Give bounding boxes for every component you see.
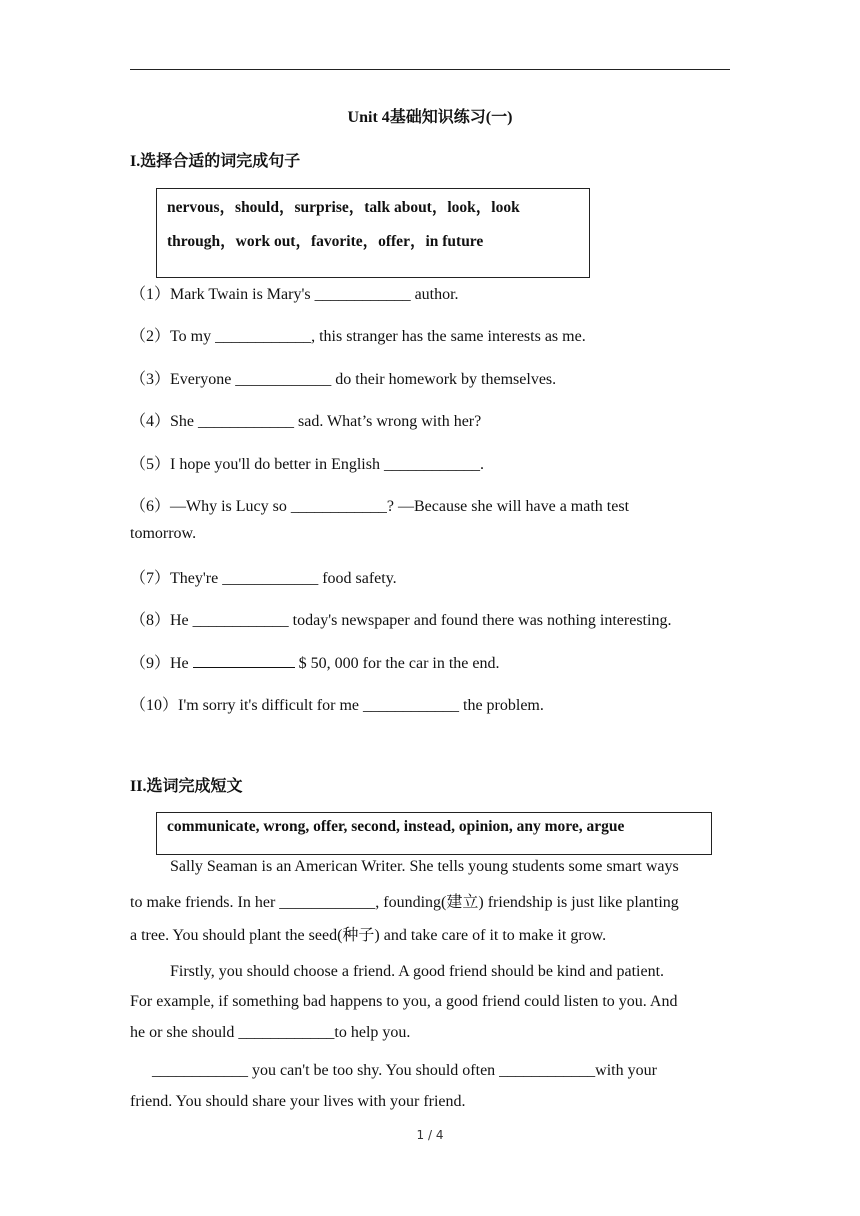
- section-2-heading: II.选词完成短文: [130, 778, 243, 795]
- question-9: [130, 650, 500, 673]
- passage-line-1: Sally Seaman is an American Writer. She tells young students some smart ways: [170, 858, 679, 875]
- question-2: （2）To my ____________, this stranger has the same interests as me.: [130, 328, 586, 345]
- question-3: （3）Everyone ____________ do their homework by themselves.: [130, 371, 557, 388]
- question-4: （4）She ____________ sad. What’s wrong with her?: [130, 413, 482, 430]
- question-8: （8）He ____________ today's newspaper and found there was nothing interesting.: [130, 612, 672, 629]
- word-bank-line-2: through，work out，favorite，offer，in future: [167, 233, 484, 250]
- passage-line-6: he or she should ____________to help you.: [130, 1024, 411, 1041]
- question-6: （6）—Why is Lucy so ____________? —Because she will have a math test: [130, 498, 630, 515]
- answer-blank: [193, 652, 295, 668]
- section-1-heading: I.选择合适的词完成句子: [130, 153, 301, 170]
- word-bank-2-text: communicate, wrong, offer, second, instead, opinion, any more, argue: [167, 818, 625, 835]
- question-9-after: $ 50, 000 for the car in the end.: [294, 655, 500, 672]
- question-1: （1）Mark Twain is Mary's ____________ author.: [130, 286, 459, 303]
- passage-line-5: For example, if something bad happens to you, a good friend could listen to you. And: [130, 993, 678, 1010]
- header-rule: [130, 69, 730, 70]
- passage-line-4: Firstly, you should choose a friend. A good friend should be kind and patient.: [170, 963, 665, 980]
- passage-line-3: a tree. You should plant the seed(种子) and take care of it to make it grow.: [130, 927, 607, 944]
- question-9-before: （9）He: [130, 655, 193, 672]
- question-7: （7）They're ____________ food safety.: [130, 570, 397, 587]
- page-number: 1 / 4: [416, 1128, 444, 1142]
- question-6-continued: tomorrow.: [130, 525, 197, 542]
- question-5: （5）I hope you'll do better in English ____________.: [130, 456, 484, 473]
- page-title: Unit 4基础知识练习(一): [347, 109, 513, 126]
- question-10: （10）I'm sorry it's difficult for me ____________ the problem.: [130, 697, 544, 714]
- passage-line-8: friend. You should share your lives with your friend.: [130, 1093, 466, 1110]
- passage-line-7: ____________ you can't be too shy. You should often ____________with your: [152, 1062, 657, 1079]
- word-bank-line-1: nervous，should，surprise，talk about，look，look: [167, 199, 520, 216]
- passage-line-2: to make friends. In her ____________, founding(建立) friendship is just like planting: [130, 894, 679, 911]
- word-bank-box-2: [156, 812, 712, 855]
- word-bank-box-1: [156, 188, 590, 278]
